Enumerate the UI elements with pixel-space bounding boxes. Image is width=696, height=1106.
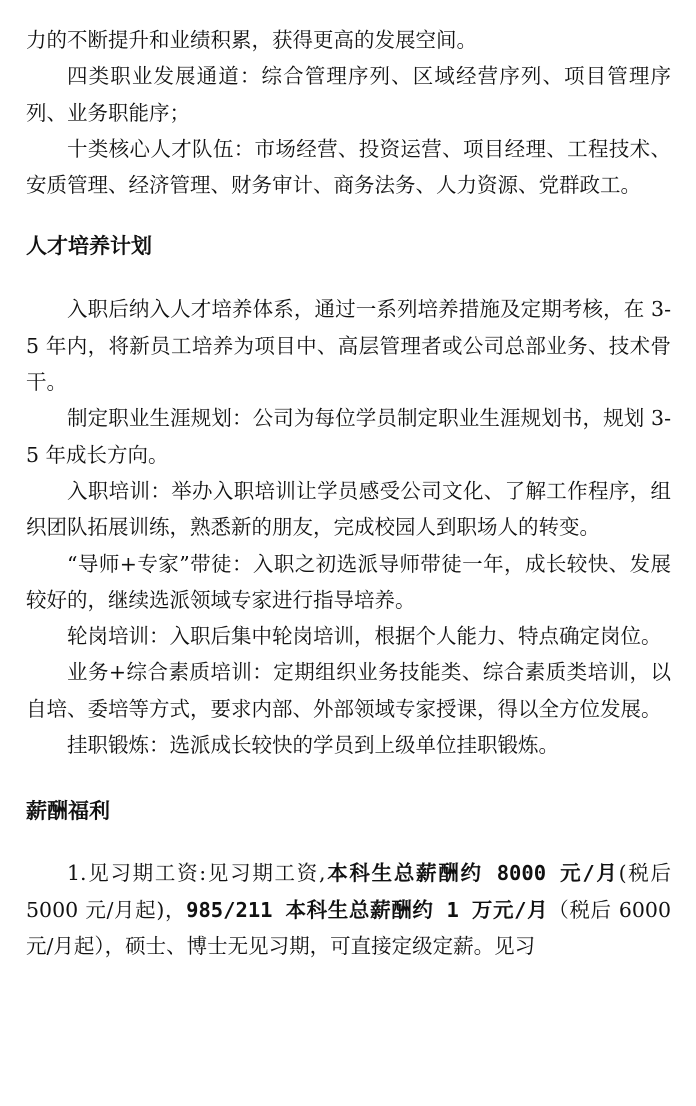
paragraph-talent-overview: 入职后纳入人才培养体系，通过一系列培养措施及定期考核，在 3-5 年内，将新员工培养为项目中、高层管理者或公司总部业务、技术骨干。 [26,297,671,395]
section-heading-talent-plan: 人才培养计划 [26,234,152,259]
document-page [26,22,671,964]
paragraph-core-talents: 十类核心人才队伍：市场经营、投资运营、项目经理、工程技术、安质管理、经济管理、财务审计、商务法务、人力资源、党群政工。 [26,136,671,198]
section-heading-salary: 薪酬福利 [26,799,110,824]
paragraph-probation-salary [26,855,671,964]
bachelor-salary-highlight: 本科生总薪酬约 8000 元/月 [325,861,619,886]
paragraph-onboarding-training: 入职培训：举办入职培训让学员感受公司文化、了解工作程序，组织团队拓展训练，熟悉新的朋友，完成校园人到职场人的转变。 [26,478,671,540]
probation-salary-suffix: （税后 6000 元/月起），硕士、博士无见习期，可直接定级定薪。见习 [26,897,671,958]
bachelor-salary-aftertax: (税后 5000 元/月起)， [26,861,672,922]
top-university-salary-highlight: 985/211 本科生总薪酬约 1 万元/月 [186,897,549,922]
paragraph-mentor-expert: “导师+专家”带徒：入职之初选派导师带徒一年，成长较快、发展较好的，继续选派领域专家进行指导培养。 [26,551,671,612]
paragraph-career-channels: 四类职业发展通道：综合管理序列、区域经营序列、项目管理序列、业务职能序； [26,64,671,125]
paragraph-comprehensive-training: 业务+综合素质培训：定期组织业务技能类、综合素质类培训，以自培、委培等方式，要求内部、外部领域专家授课，得以全方位发展。 [26,660,671,721]
paragraph-rotation-training: 轮岗培训：入职后集中轮岗培训，根据个人能力、特点确定岗位。 [67,624,662,649]
paragraph-secondment: 挂职锻炼：选派成长较快的学员到上级单位挂职锻炼。 [67,733,559,758]
probation-salary-prefix: 1.见习期工资:见习期工资, [67,861,326,886]
paragraph-career-planning: 制定职业生涯规划：公司为每位学员制定职业生涯规划书，规划 3-5 年成长方向。 [26,406,671,467]
paragraph-continuation: 力的不断提升和业绩积累，获得更高的发展空间。 [26,28,477,52]
